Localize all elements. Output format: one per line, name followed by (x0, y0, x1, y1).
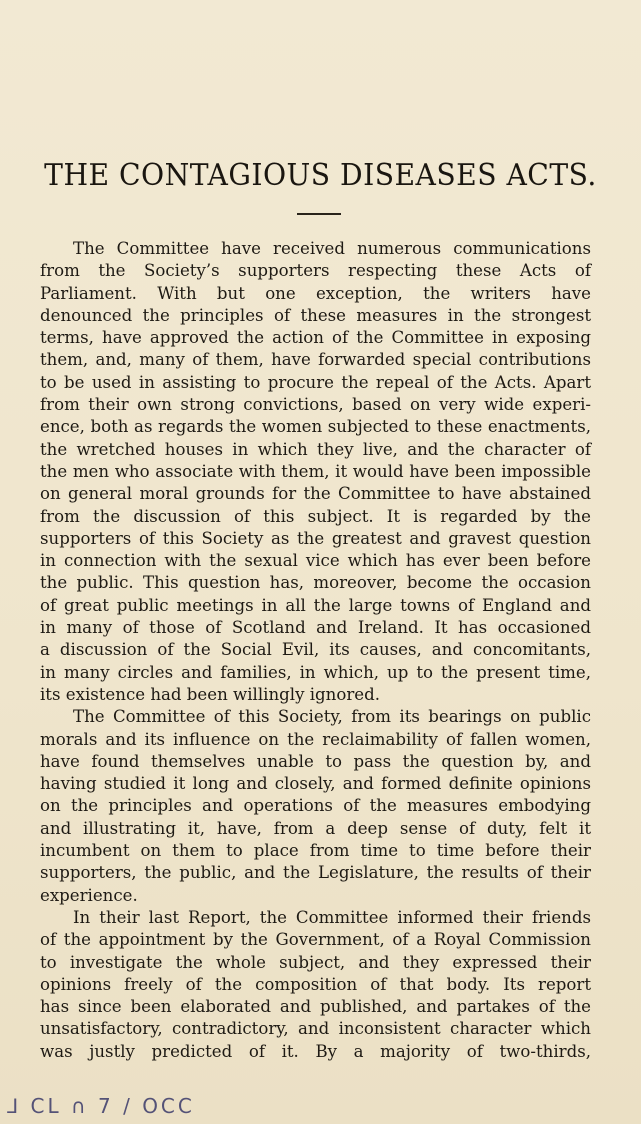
text-line: to be used in assisting to procure the repeal of the Acts. Apart (40, 372, 591, 392)
text-line: of the appointment by the Government, of a Royal Commission (40, 930, 591, 950)
text-line: have found themselves unable to pass the question by, and (40, 751, 591, 771)
text-line: from the discussion of this subject. It is regarded by the (40, 506, 591, 526)
text-line: from their own strong convictions, based on very wide experi- (40, 395, 591, 415)
body-text (40, 238, 591, 1063)
text-line: unsatisfactory, contradictory, and inconsistent character which (40, 1019, 591, 1039)
text-line: The Committee of this Society, from its bearings on public (73, 707, 591, 727)
page-title: THE CONTAGIOUS DISEASES ACTS. (44, 158, 597, 193)
text-line: ence, both as regards the women subjected to these enactments, (40, 417, 591, 437)
text-line: morals and its influence on the reclaimability of fallen women, (40, 729, 591, 749)
text-line: in many of those of Scotland and Ireland. It has occasioned (40, 618, 591, 638)
text-line: opinions freely of the composition of that body. Its report (40, 974, 591, 994)
text-line: and illustrating it, have, from a deep sense of duty, felt it (40, 818, 591, 838)
text-line: in many circles and families, in which, up to the present time, (40, 662, 591, 682)
library-stamp: ᒧ CL ∩ 7 / OCC (6, 1094, 195, 1118)
text-line: having studied it long and closely, and formed definite opinions (40, 774, 591, 794)
text-line: incumbent on them to place from time to time before their (40, 841, 591, 861)
title-divider (297, 213, 341, 215)
text-line: its existence had been willingly ignored. (40, 684, 380, 704)
text-line: supporters of this Society as the greatest and gravest question (40, 528, 591, 548)
text-line: to investigate the whole subject, and they expressed their (40, 952, 591, 972)
text-line: them, and, many of them, have forwarded special contributions (40, 350, 591, 370)
text-line: from the Society’s supporters respecting these Acts of (40, 261, 591, 281)
text-line: in connection with the sexual vice which has ever been before (40, 551, 591, 571)
text-line: the wretched houses in which they live, and the character of (40, 439, 591, 459)
text-line: has since been elaborated and published, and partakes of the (40, 997, 591, 1017)
text-line: In their last Report, the Committee informed their friends (73, 907, 591, 927)
text-line: was justly predicted of it. By a majority of two-thirds, (40, 1041, 591, 1061)
text-line: The Committee have received numerous communications (73, 239, 591, 258)
text-line: on the principles and operations of the measures embodying (40, 796, 591, 816)
text-line: terms, have approved the action of the Committee in exposing (40, 328, 591, 348)
text-line: experience. (40, 885, 138, 905)
text-line: the men who associate with them, it would have been impossible (40, 461, 591, 481)
text-line: on general moral grounds for the Committee to have abstained (40, 484, 591, 504)
text-line: the public. This question has, moreover, become the occasion (40, 573, 591, 593)
text-line: supporters, the public, and the Legislature, the results of their (40, 863, 591, 883)
text-line: a discussion of the Social Evil, its causes, and concomitants, (40, 640, 591, 660)
text-line: of great public meetings in all the large towns of England and (40, 595, 591, 615)
text-line: Parliament. With but one exception, the writers have (40, 283, 591, 303)
text-line: denounced the principles of these measures in the strongest (40, 305, 591, 325)
